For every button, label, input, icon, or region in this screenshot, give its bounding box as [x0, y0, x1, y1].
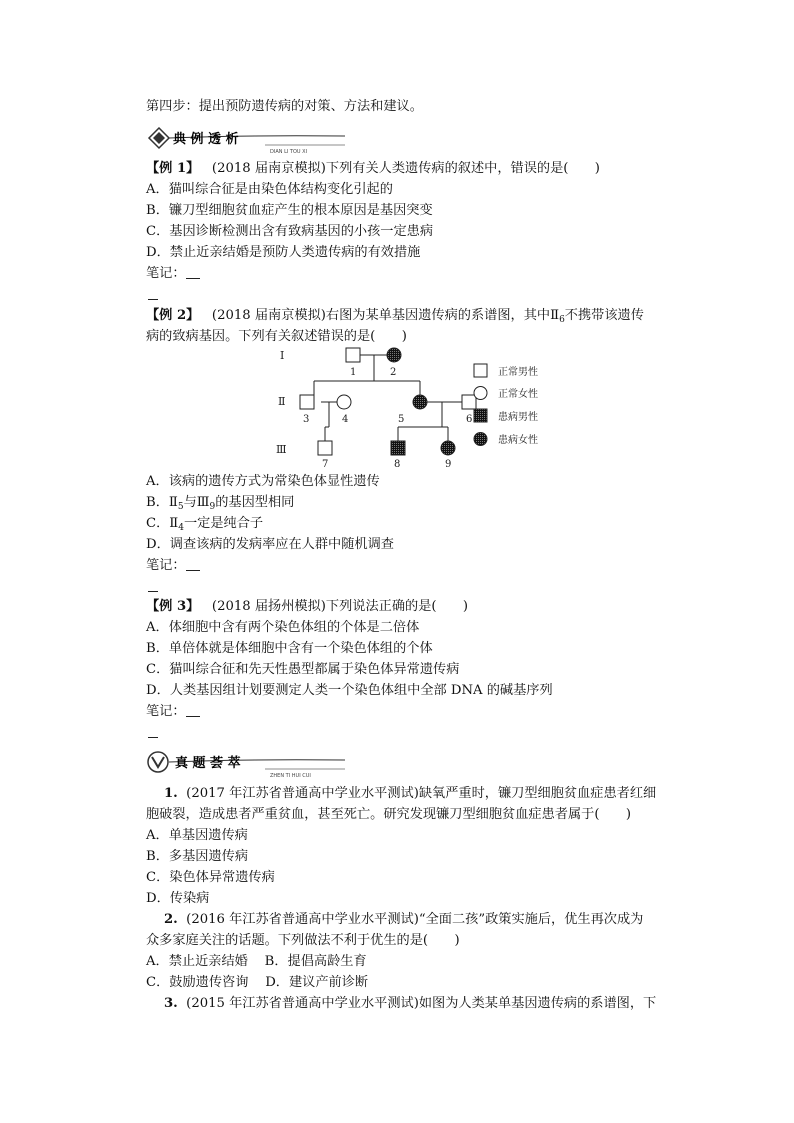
example1-stem: [146, 160, 600, 178]
question2-option-c: C．鼓励遗传咨询: [146, 975, 249, 990]
question-number: 2.: [164, 912, 178, 927]
svg-text:1: 1: [350, 367, 357, 378]
example3-note: [146, 703, 200, 721]
section-banner-examples: [145, 123, 355, 153]
note-label: 笔记：: [146, 558, 186, 573]
example2-text: (2018 届南京模拟)右图为某单基因遗传病的系谱图，其中Ⅱ: [211, 308, 560, 323]
example1-option-b: B．镰刀型细胞贫血症产生的根本原因是基因突变: [146, 203, 433, 218]
gen-label: Ⅰ: [280, 349, 285, 362]
example1-option-c: C．基因诊断检测出含有致病基因的小孩一定患病: [146, 224, 434, 239]
question1-line1: 1. (2017 年江苏省普通高中学业水平测试)缺氧严重时，镰刀型细胞贫血症患者红细: [164, 786, 657, 801]
legend-label: 正常男性: [498, 367, 538, 378]
subscript: 6: [559, 315, 565, 325]
example1-text: (2018 届南京模拟)下列有关人类遗传病的叙述中，错误的是( ): [211, 161, 600, 176]
normal-male-icon: [318, 441, 332, 455]
note-label: 笔记：: [146, 704, 186, 719]
question2-option-d: D．建议产前诊断: [265, 975, 369, 990]
affected-female-icon: [441, 441, 455, 455]
note-label: 笔记：: [146, 266, 186, 281]
normal-male-icon: [346, 348, 360, 362]
svg-text:2: 2: [390, 367, 397, 378]
note-line: [148, 591, 158, 592]
example2-option-a: A．该病的遗传方式为常染色体显性遗传: [146, 474, 380, 489]
svg-text:6: 6: [466, 414, 473, 425]
example3-option-c: C．猫叫综合征和先天性愚型都属于染色体异常遗传病: [146, 662, 460, 677]
question1-option-a: A．单基因遗传病: [146, 828, 248, 843]
example1-option-a: A．猫叫综合征是由染色体结构变化引起的: [146, 182, 393, 197]
question2-options-row1: [146, 953, 367, 971]
circle-badge-icon: [148, 752, 168, 772]
question2-line2: 众多家庭关注的话题。下列做法不利于优生的是( ): [146, 933, 460, 948]
example1-option-d: D．禁止近亲结婚是预防人类遗传病的有效措施: [146, 245, 421, 260]
legend-affected-male-icon: [474, 409, 487, 422]
svg-text:8: 8: [394, 459, 401, 470]
section-banner-past-exams: [145, 747, 355, 777]
normal-male-icon: [300, 395, 314, 409]
question1-line2: 胞破裂，造成患者严重贫血，甚至死亡。研究发现镰刀型细胞贫血症患者属于( ): [146, 807, 632, 822]
example2-option-d: D．调查该病的发病率应在人群中随机调查: [146, 537, 394, 552]
question1-option-c: C．染色体异常遗传病: [146, 870, 275, 885]
note-blank: [186, 704, 200, 717]
pedigree-chart: [270, 343, 560, 471]
example3-text: (2018 届扬州模拟)下列说法正确的是( ): [211, 599, 469, 614]
gen-label: Ⅱ: [278, 395, 286, 408]
svg-text:5: 5: [398, 414, 405, 425]
banner-pinyin: DIAN LI TOU XI: [270, 149, 308, 153]
intro-step4: 第四步：提出预防遗传病的对策、方法和建议。: [146, 99, 423, 114]
note-line: [148, 299, 158, 300]
banner-title: 典 例 透 析: [173, 132, 239, 147]
normal-female-icon: [337, 395, 351, 409]
question2-option-b: B．提倡高龄生育: [264, 954, 367, 969]
legend-label: 患病女性: [498, 435, 538, 446]
example1-note: [146, 265, 200, 283]
question3-line1: 3. (2015 年江苏省普通高中学业水平测试)如图为人类某单基因遗传病的系谱图，下: [164, 996, 657, 1011]
example3-option-b: B．单倍体就是体细胞中含有一个染色体组的个体: [146, 641, 433, 656]
legend-normal-male-icon: [474, 364, 487, 377]
example2-label: 【例 2】: [146, 308, 200, 323]
affected-female-icon: [413, 395, 427, 409]
example2-text-end: 不携带该遗传: [564, 308, 644, 323]
svg-text:4: 4: [342, 414, 349, 425]
note-blank: [186, 558, 200, 571]
example1-label: 【例 1】: [146, 161, 200, 176]
example3-label: 【例 3】: [146, 599, 200, 614]
normal-male-icon: [462, 395, 476, 409]
question2-option-a: A．禁止近亲结婚: [146, 954, 248, 969]
example3-stem: [146, 598, 468, 616]
note-line: [148, 737, 158, 738]
svg-text:9: 9: [445, 459, 452, 470]
affected-female-icon: [387, 348, 401, 362]
legend-label: 正常女性: [498, 389, 538, 400]
note-blank: [186, 266, 200, 279]
banner-title: 真 题 荟 萃: [175, 756, 241, 771]
example2-stem-line2: 病的致病基因。下列有关叙述错误的是( ): [146, 329, 407, 344]
svg-text:3: 3: [303, 414, 310, 425]
legend-normal-female-icon: [474, 387, 487, 400]
question1-option-d: D．传染病: [146, 891, 210, 906]
legend-label: 患病男性: [498, 412, 538, 423]
affected-male-icon: [391, 441, 405, 455]
gen-label: Ⅲ: [276, 443, 287, 456]
question1-option-b: B．多基因遗传病: [146, 849, 249, 864]
example2-stem-line1: [146, 307, 644, 329]
example3-option-a: A．体细胞中含有两个染色体组的个体是二倍体: [146, 620, 420, 635]
example2-option-c: C．$Ⅱ_4$一定是纯合子: [146, 516, 264, 533]
example3-option-d: D．人类基因组计划要测定人类一个染色体组中全部 DNA 的碱基序列: [146, 683, 553, 698]
example2-option-b: B．$Ⅱ_5$与$Ⅲ_9$的基因型相同: [146, 495, 295, 512]
question2-line1: 2. (2016 年江苏省普通高中学业水平测试)“全面二孩”政策实施后，优生再次成为: [164, 912, 644, 927]
question-number: 1.: [164, 786, 178, 801]
example2-note: [146, 557, 200, 575]
svg-text:7: 7: [322, 459, 329, 470]
question2-options-row2: [146, 974, 368, 992]
legend-affected-female-icon: [474, 433, 487, 446]
banner-pinyin: ZHEN TI HUI CUI: [270, 773, 311, 777]
question-number: 3.: [164, 996, 178, 1011]
